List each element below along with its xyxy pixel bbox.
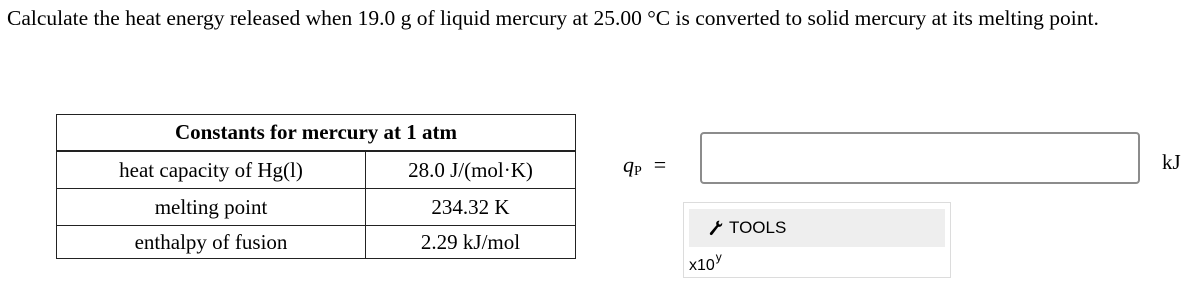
answer-input[interactable] [700,132,1140,184]
tools-button[interactable] [689,209,945,247]
tools-label: TOOLS [729,218,787,237]
answer-label [623,152,666,180]
answer-variable: q [623,152,634,177]
x10-label: x10 [689,257,715,274]
scientific-notation-button[interactable] [689,250,722,275]
value-cell: 28.0 J/(mol·K) [366,151,576,189]
answer-subscript: P [634,164,642,179]
table-row [57,226,576,259]
wrench-icon [709,220,723,236]
question-text: Calculate the heat energy released when 19.0 g of liquid mercury at 25.00 °C is converted to solid mercury at its melting point. [7,6,1099,30]
constants-table-title: Constants for mercury at 1 atm [57,115,576,152]
answer-unit: kJ [1162,150,1181,174]
value-cell: 2.29 kJ/mol [366,226,576,259]
tools-panel [683,202,951,278]
property-cell: melting point [57,189,366,226]
property-cell: heat capacity of Hg(l) [57,151,366,189]
constants-table [56,114,576,259]
property-cell: enthalpy of fusion [57,226,366,259]
table-row [57,151,576,189]
table-row [57,189,576,226]
value-cell: 234.32 K [366,189,576,226]
equals-sign: = [653,152,667,177]
x10-exponent: y [715,250,722,264]
